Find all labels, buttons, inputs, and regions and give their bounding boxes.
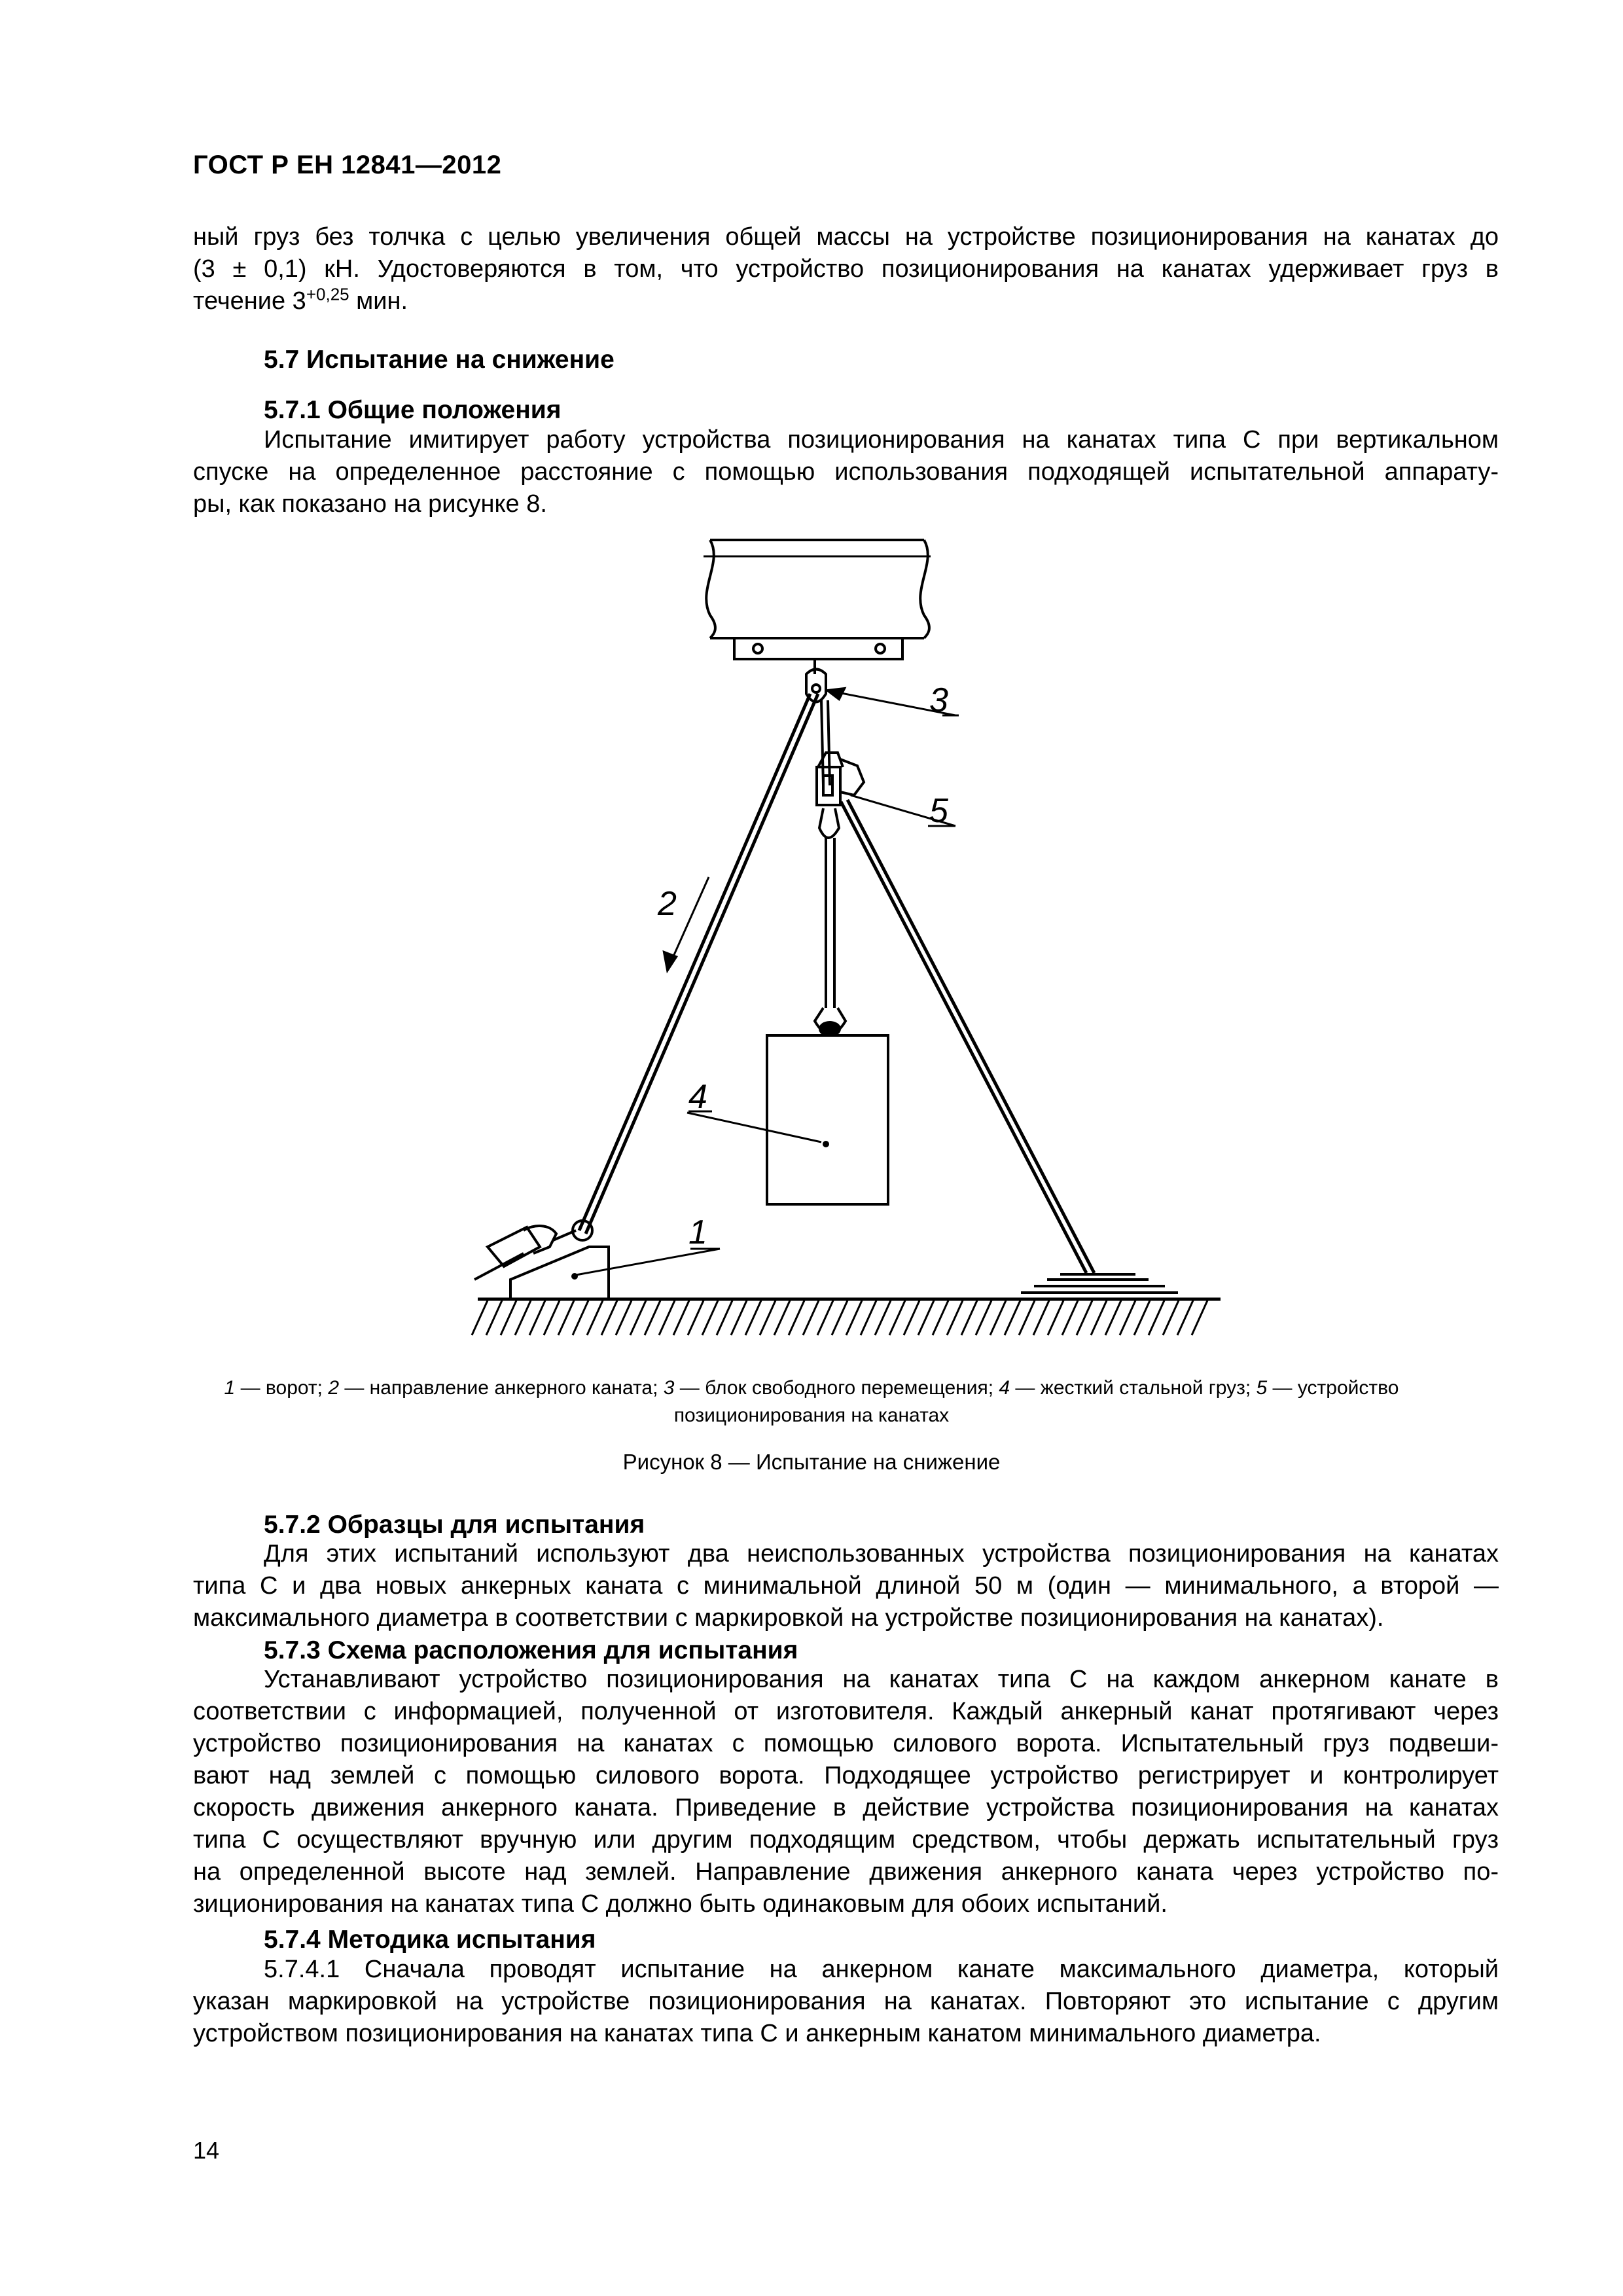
figure-legend	[183, 1374, 1440, 1429]
text-line: скорость движения анкерного каната. Приведение в действие устройства позиционирования на канатах	[193, 1794, 1499, 1821]
hatch-line	[817, 1300, 833, 1335]
hatch-line	[990, 1300, 1006, 1335]
text-line: устройство позиционирования на канатах с помощью силового ворота. Испытательный груз подвеши-	[193, 1730, 1499, 1757]
section-heading-5-7-4: 5.7.4 Методика испытания	[264, 1926, 596, 1954]
text-line: максимального диаметра в соответствии с маркировкой на устройстве позиционирования на канатах).	[193, 1604, 1384, 1632]
text-line	[193, 285, 1499, 317]
text-fragment: течение 3	[193, 287, 306, 315]
hatch-line	[774, 1300, 790, 1335]
legend-text: — устройство	[1267, 1377, 1399, 1399]
standard-id: ГОСТ Р ЕН 12841—2012	[193, 151, 502, 179]
text-line: спуске на определенное расстояние с помощью использования подходящей испытательной аппарату-	[193, 458, 1499, 486]
hatch-line	[961, 1300, 977, 1335]
hatch-line	[601, 1300, 617, 1335]
hatch-line	[587, 1300, 603, 1335]
text-line: на определенной высоте над землей. Направление движения анкерного каната через устройство по-	[193, 1858, 1499, 1886]
text-line: типа С и два новых анкерных каната с минимальной длиной 50 м (один — минимального, а второй —	[193, 1572, 1499, 1600]
callout-4: 4	[688, 1078, 707, 1116]
intro-paragraph	[193, 221, 1499, 317]
hatch-line	[558, 1300, 574, 1335]
hatch-line	[789, 1300, 804, 1335]
legend-text: — жесткий стальной груз;	[1010, 1377, 1257, 1399]
hatch-line	[1120, 1300, 1135, 1335]
hatch-line	[760, 1300, 776, 1335]
legend-num: 5	[1256, 1377, 1268, 1399]
text-line: типа С осуществляют вручную или другим подходящим средством, чтобы держать испытательный груз	[193, 1826, 1499, 1854]
paragraph-5-7-3	[193, 1664, 1499, 1920]
hatch-line	[904, 1300, 919, 1335]
callout-4-leader	[687, 1113, 821, 1142]
hatch-line	[529, 1300, 545, 1335]
hatch-line	[933, 1300, 948, 1335]
legend-num: 1	[224, 1377, 236, 1399]
hatch-line	[1019, 1300, 1035, 1335]
legend-line-2: позиционирования на канатах	[673, 1405, 950, 1426]
hatch-line	[645, 1300, 660, 1335]
hatch-line	[702, 1300, 718, 1335]
hatch-line	[486, 1300, 502, 1335]
hatch-line	[630, 1300, 646, 1335]
hatch-line	[875, 1300, 891, 1335]
hatch-line	[846, 1300, 862, 1335]
hatch-line	[745, 1300, 761, 1335]
section-heading-5-7: 5.7 Испытание на снижение	[264, 346, 615, 374]
section-heading-5-7-3: 5.7.3 Схема расположения для испытания	[264, 1636, 798, 1664]
hatch-line	[472, 1300, 488, 1335]
hatch-line	[731, 1300, 747, 1335]
hatch-line	[1091, 1300, 1107, 1335]
hatch-line	[573, 1300, 588, 1335]
anchor-rope-left	[579, 694, 818, 1234]
text-line: 5.7.4.1 Сначала проводят испытание на анкерном канате максимального диаметра, который	[264, 1956, 1499, 1983]
hatch-line	[832, 1300, 847, 1335]
hatch-line	[501, 1300, 516, 1335]
rope-to-device	[821, 700, 830, 785]
hatch-line	[861, 1300, 876, 1335]
hatch-line	[515, 1300, 531, 1335]
hatch-line	[1077, 1300, 1092, 1335]
hatch-line	[976, 1300, 991, 1335]
figure-caption: Рисунок 8 — Испытание на снижение	[622, 1450, 1001, 1474]
section-heading-5-7-2: 5.7.2 Образцы для испытания	[264, 1511, 645, 1539]
paragraph-5-7-4	[193, 1954, 1499, 2050]
legend-text: — направление анкерного каната;	[339, 1377, 664, 1399]
hatch-line	[1033, 1300, 1049, 1335]
legend-text: — блок свободного перемещения;	[674, 1377, 999, 1399]
text-line: ный груз без толчка с целью увеличения общей массы на устройстве позиционирования на канатах до	[193, 223, 1499, 251]
hatch-line	[1005, 1300, 1020, 1335]
text-fragment: мин.	[349, 287, 408, 315]
page-number: 14	[193, 2137, 220, 2164]
figure-8-drawing	[0, 524, 1623, 1348]
superscript-tolerance: +0,25	[306, 284, 349, 304]
hatch-line	[1048, 1300, 1063, 1335]
paragraph-5-7-1	[193, 424, 1499, 520]
hatch-line	[947, 1300, 963, 1335]
ground-hatching	[472, 1300, 1207, 1335]
text-line: устройством позиционирования на канатах типа С и анкерным канатом минимального диаметра.	[193, 2020, 1321, 2047]
hatch-line	[1062, 1300, 1078, 1335]
right-anchor-base	[1008, 1274, 1191, 1299]
text-line: (3 ± 0,1) кН. Удостоверяются в том, что устройство позиционирования на канатах удерживает груз в	[193, 255, 1499, 283]
hatch-line	[889, 1300, 905, 1335]
winch	[474, 1221, 609, 1299]
callout-3: 3	[929, 681, 948, 719]
overhead-beam	[704, 540, 931, 659]
text-line: указан маркировкой на устройстве позиционирования на канатах. Повторяют это испытание с другим	[193, 1988, 1499, 2015]
paragraph-5-7-2	[193, 1538, 1499, 1634]
hatch-line	[918, 1300, 934, 1335]
callout-1: 1	[688, 1213, 707, 1251]
hatch-line	[544, 1300, 560, 1335]
text-line: зиционирования на канатах типа С должно быть одинаковым для обоих испытаний.	[193, 1890, 1168, 1918]
text-line: Для этих испытаний используют два неиспользованных устройства позиционирования на канатах	[264, 1540, 1499, 1568]
hatch-line	[803, 1300, 819, 1335]
text-line: Испытание имитирует работу устройства позиционирования на канатах типа С при вертикальном	[264, 426, 1499, 454]
hatch-line	[1163, 1300, 1179, 1335]
text-line: Устанавливают устройство позиционирования на канатах типа С на каждом анкерном канате в	[264, 1666, 1499, 1693]
legend-num: 2	[328, 1377, 339, 1399]
text-line: ры, как показано на рисунке 8.	[193, 490, 547, 518]
legend-num: 3	[663, 1377, 675, 1399]
legend-num: 4	[999, 1377, 1010, 1399]
hatch-line	[1177, 1300, 1193, 1335]
hatch-line	[616, 1300, 632, 1335]
hatch-line	[688, 1300, 704, 1335]
hatch-line	[659, 1300, 675, 1335]
callout-2: 2	[658, 885, 677, 923]
hatch-line	[1149, 1300, 1164, 1335]
section-heading-5-7-1: 5.7.1 Общие положения	[264, 396, 562, 424]
hatch-line	[1105, 1300, 1121, 1335]
callout-5: 5	[929, 792, 948, 830]
callout-1-leader	[576, 1249, 720, 1275]
hatch-line	[717, 1300, 732, 1335]
hatch-line	[1192, 1300, 1207, 1335]
text-line: соответствии с информацией, полученной от изготовителя. Каждый анкерный канат протягивают через	[193, 1698, 1499, 1725]
hatch-line	[1134, 1300, 1150, 1335]
text-line: вают над землей с помощью силового ворота. Подходящее устройство регистрирует и контролирует	[193, 1762, 1499, 1789]
steel-weight	[767, 1035, 888, 1204]
legend-line-1	[183, 1374, 1440, 1402]
hatch-line	[673, 1300, 689, 1335]
legend-text: — ворот;	[235, 1377, 329, 1399]
